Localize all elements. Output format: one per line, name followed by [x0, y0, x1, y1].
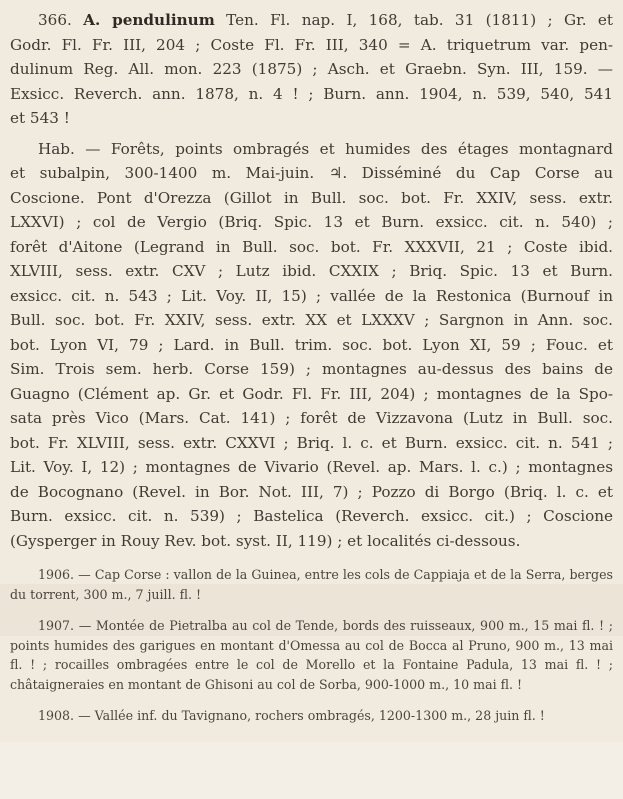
entry-line: dulinum Reg. All. mon. 223 (1875) ; Asch. et Graebn. Syn. III, 159. —	[10, 60, 613, 78]
species-entry	[10, 8, 613, 131]
habitat-line: exsicc. cit. n. 543 ; Lit. Voy. II, 15) ; vallée de la Restonica (Burnouf in	[10, 286, 613, 305]
habitat-line: Bull. soc. bot. Fr. XXIV, sess. extr. XX et LXXXV ; Sargnon in Ann. soc.	[10, 311, 613, 329]
habitat-line: LXXVI) ; col de Vergio (Briq. Spic. 13 et Burn. exsicc. cit. n. 540) ;	[10, 213, 613, 231]
record-text: — Montée de Pietralba au col de Tende, bords des ruisseaux, 900 m., 15 mai fl. ! ; points humides des garigues en montant d'Omessa au col de Bocca al Pruno, 900 m., 13 mai fl. ! ; rocailles ombragées entre le col de Morello et la Fontaine Padula, 13 mai fl. ! ; châtaigneraies en montant de Ghisoni au col de Sorba, 900-1000 m., 10 mai fl. !	[10, 618, 613, 692]
habitat-line: Sim. Trois sem. herb. Corse 159) ; montagnes au-dessus des bains de	[10, 360, 613, 378]
habitat-line: bot. Fr. XLVIII, sess. extr. CXXVI ; Briq. l. c. et Burn. exsicc. cit. n. 541 ;	[10, 433, 613, 452]
habitat-line: de Bocognano (Revel. in Bor. Not. III, 7) ; Pozzo di Borgo (Briq. l. c. et	[10, 482, 613, 501]
record-year: 1907.	[38, 618, 75, 633]
habitat-line: XLVIII, sess. extr. CXV ; Lutz ibid. CXXIX ; Briq. Spic. 13 et Burn.	[10, 262, 613, 280]
record-text: — Vallée inf. du Tavignano, rochers ombragés, 1200-1300 m., 28 juin fl. !	[78, 708, 545, 723]
habitat-line: sata près Vico (Mars. Cat. 141) ; forêt de Vizzavona (Lutz in Bull. soc.	[10, 409, 613, 427]
habitat-line: Guagno (Clément ap. Gr. et Godr. Fl. Fr. III, 204) ; montagnes de la Spo-	[10, 384, 613, 403]
habitat-line: forêt d'Aitone (Legrand in Bull. soc. bot. Fr. XXXVII, 21 ; Coste ibid.	[10, 237, 613, 256]
entry-line: Exsicc. Reverch. ann. 1878, n. 4 ! ; Burn. ann. 1904, n. 539, 540, 541	[10, 84, 613, 103]
record-year: 1906.	[38, 567, 75, 582]
habitat-line: Hab. — Forêts, points ombragés et humides des étages montagnard	[38, 139, 613, 158]
scan-band	[0, 742, 623, 799]
entry-line: et 543 !	[10, 109, 70, 127]
habitat-line: et subalpin, 300-1400 m. Mai-juin. ♃. Disséminé du Cap Corse au	[10, 164, 613, 182]
habitat-line: (Gysperger in Rouy Rev. bot. syst. II, 119) ; et localités ci-dessous.	[10, 531, 521, 550]
record-year: 1908.	[38, 708, 75, 723]
habitat-line: Lit. Voy. I, 12) ; montagnes de Vivario (Revel. ap. Mars. l. c.) ; montagnes	[10, 458, 613, 476]
record-1906	[10, 565, 613, 604]
record-1907	[10, 616, 613, 694]
entry-citation: Ten. Fl. nap. I, 168, tab. 31 (1811) ; Gr. et	[226, 11, 613, 29]
entry-number: 366.	[38, 11, 72, 29]
habitat-line: bot. Lyon VI, 79 ; Lard. in Bull. trim. soc. bot. Lyon XI, 59 ; Fouc. et	[10, 335, 613, 354]
habitat-line: Burn. exsicc. cit. n. 539) ; Bastelica (Reverch. exsicc. cit.) ; Coscione	[10, 507, 613, 525]
habitat-paragraph	[10, 137, 613, 554]
species-name: A. pendulinum	[83, 11, 215, 29]
entry-line: Godr. Fl. Fr. III, 204 ; Coste Fl. Fr. III, 340 = A. triquetrum var. pen-	[10, 35, 613, 54]
record-text: — Cap Corse : vallon de la Guinea, entre les cols de Cappiaja et de la Serra, berges du torrent, 300 m., 7 juill. fl. !	[10, 567, 613, 602]
habitat-line: Coscione. Pont d'Orezza (Gillot in Bull. soc. bot. Fr. XXIV, sess. extr.	[10, 188, 613, 207]
record-1908	[10, 706, 613, 726]
entry-line	[10, 8, 613, 33]
